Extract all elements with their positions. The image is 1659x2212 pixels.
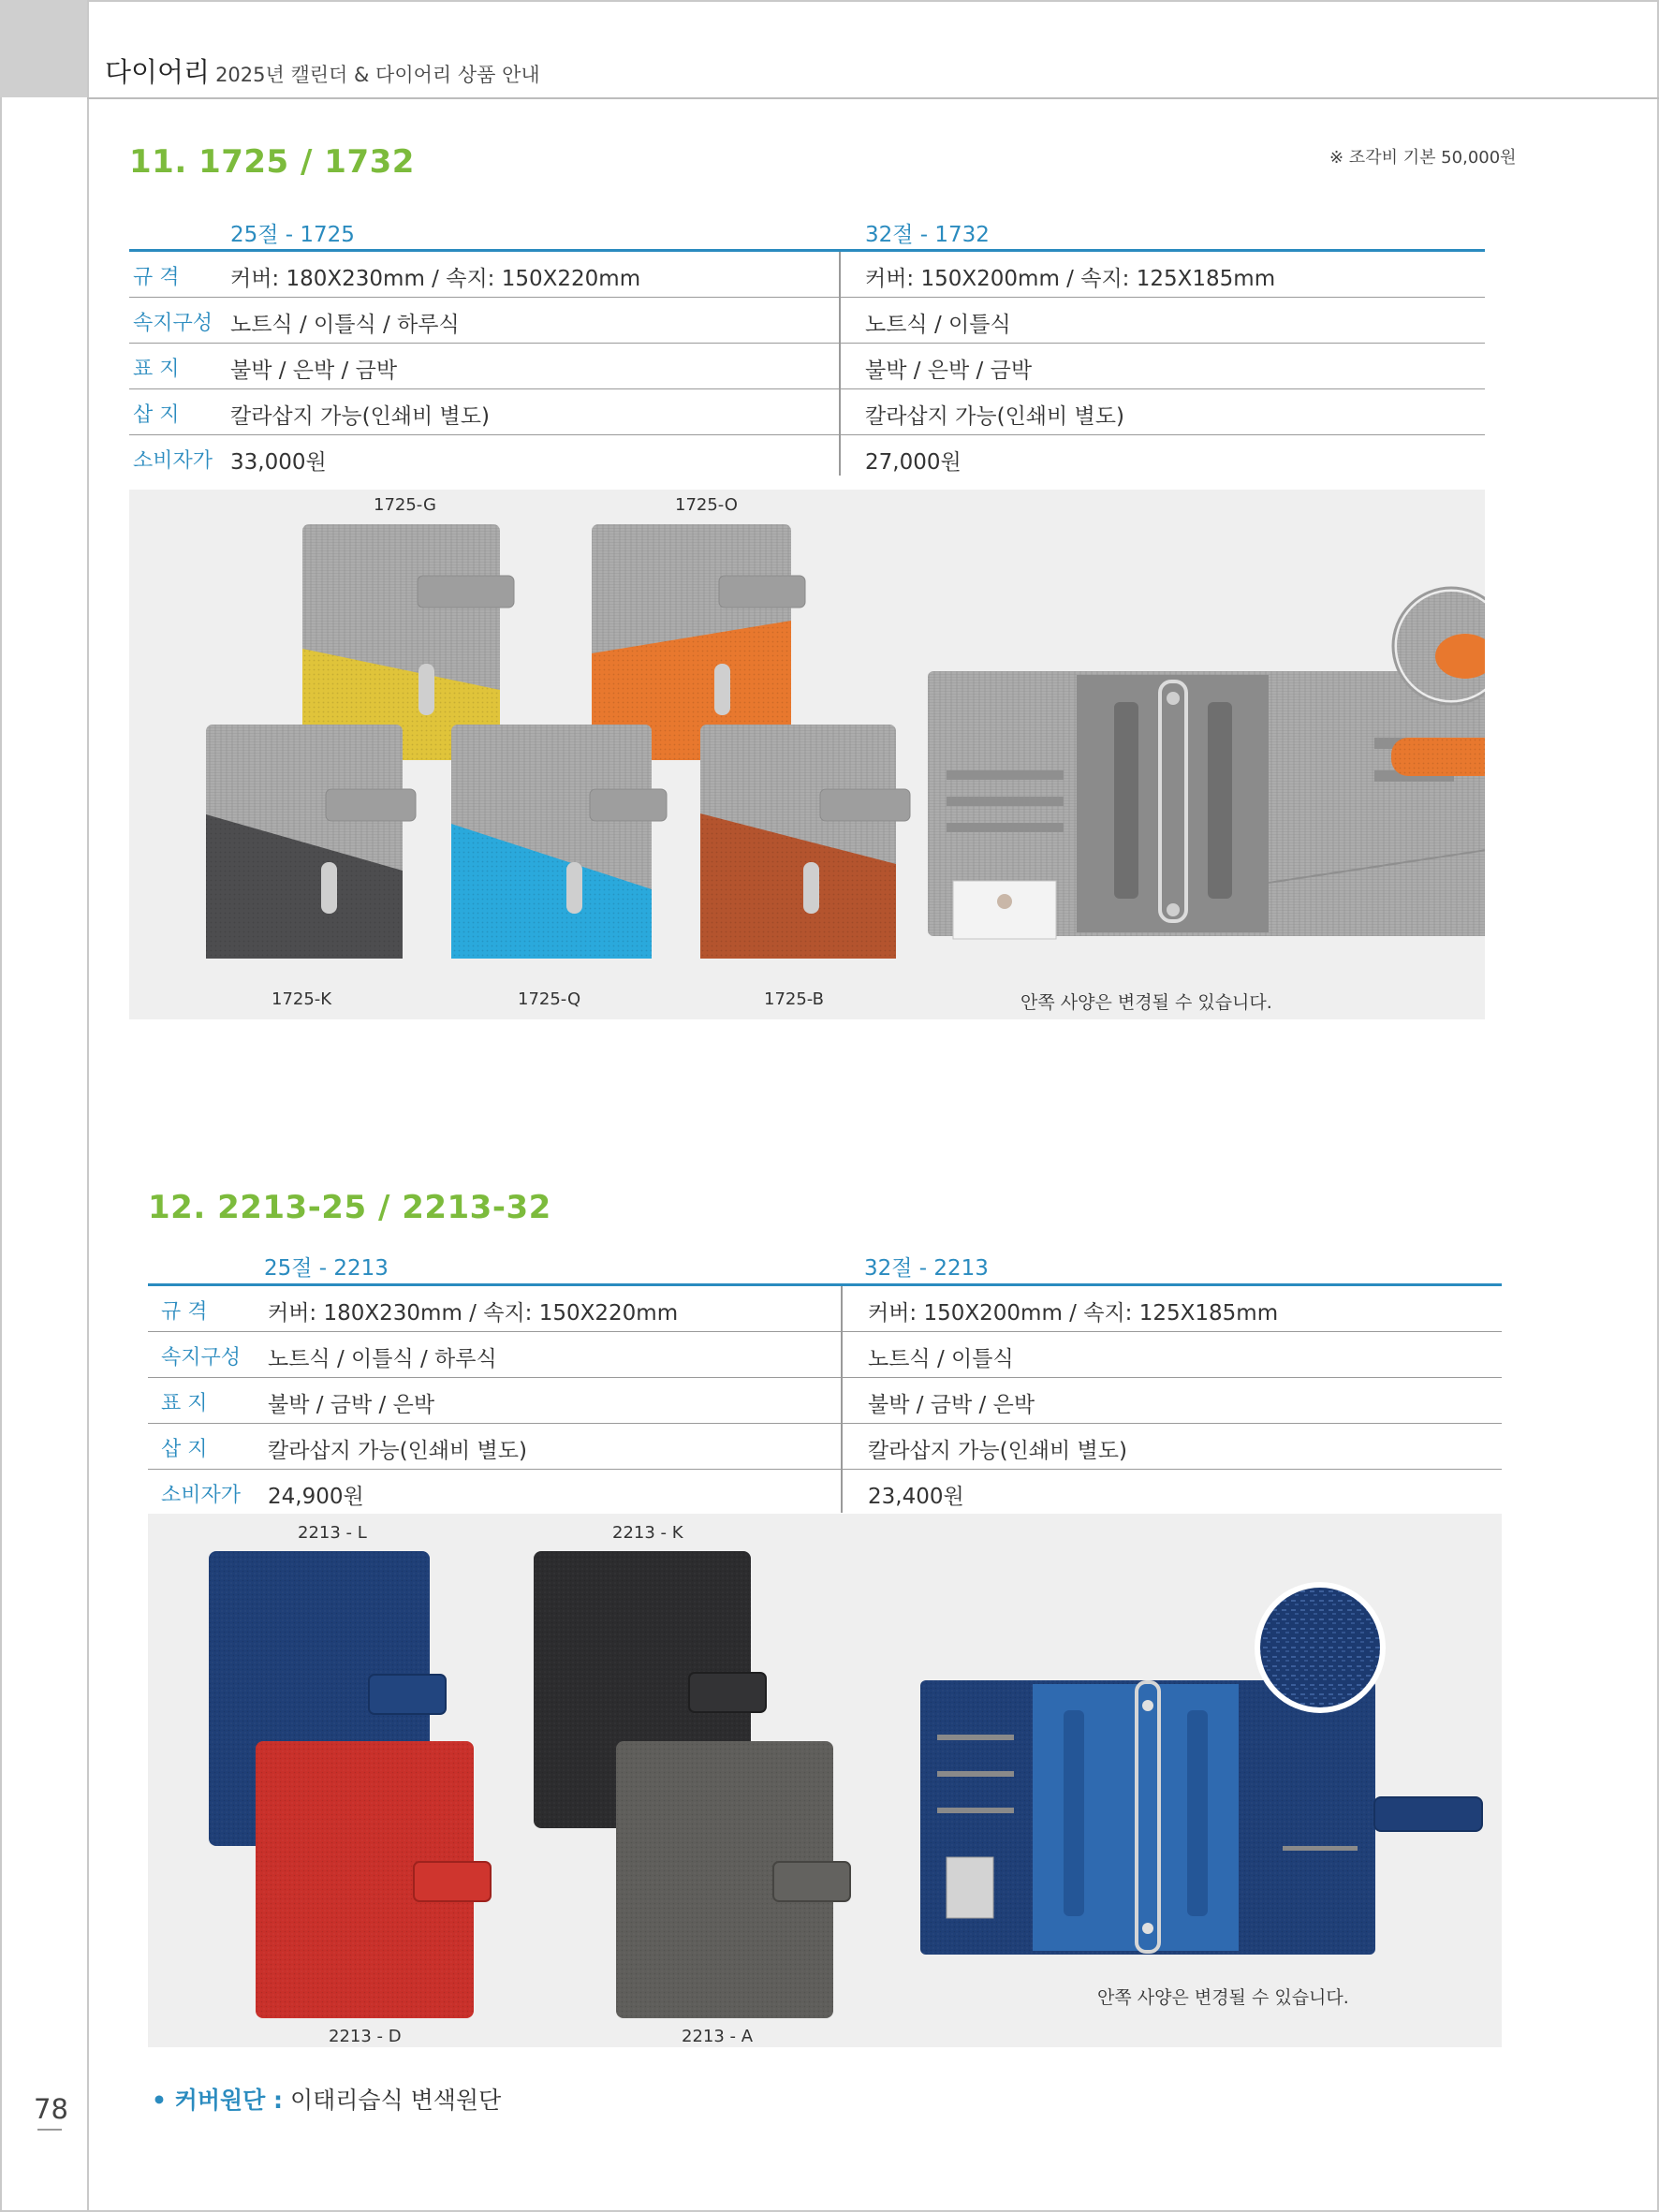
- page-header: [105, 51, 540, 90]
- spec-row: [148, 1378, 1502, 1424]
- diary-1725-B: [700, 725, 910, 959]
- cover-material-label: • 커버원단 :: [152, 2087, 283, 2114]
- caption-2213-L: 2213 - L: [298, 1523, 367, 1543]
- spec-label: 규 격: [133, 266, 180, 289]
- caption-1725-G: 1725-G: [374, 495, 436, 515]
- spec-row: [148, 1286, 1502, 1332]
- section2-products-illustration: [148, 1514, 1502, 2047]
- diary-2213-D: [256, 1741, 491, 2018]
- caption-2213-D: 2213 - D: [329, 2027, 402, 2046]
- diary-2213-open: [920, 1582, 1482, 1955]
- spec-label: 속지구성: [133, 312, 213, 335]
- spec-label: 규 격: [161, 1300, 208, 1324]
- spec-value: 24,900원: [268, 1485, 364, 1509]
- spec-value: 23,400원: [868, 1485, 964, 1509]
- spec-value: 칼라삽지 가능(인쇄비 별도): [268, 1439, 527, 1463]
- section1-product-photo: [129, 490, 1485, 1019]
- spec-col2-header: 32절 - 1732: [865, 223, 990, 247]
- header-tab: [0, 0, 87, 97]
- spec-row: [129, 344, 1485, 389]
- section2-title: 12. 2213-25 / 2213-32: [148, 1189, 551, 1226]
- diary-1725-open: [928, 588, 1485, 939]
- diary-2213-A: [616, 1741, 850, 2018]
- diary-1725-Q: [451, 725, 667, 959]
- caption-1725-K: 1725-K: [272, 989, 332, 1009]
- spec-value: 불박 / 금박 / 은박: [868, 1393, 1035, 1417]
- spec-label: 소비자가: [133, 449, 213, 473]
- section2-spec-table: [148, 1251, 1502, 1513]
- spec-col1-header: 25절 - 2213: [264, 1256, 389, 1281]
- section1-inner-note: 안쪽 사양은 변경될 수 있습니다.: [1020, 992, 1272, 1013]
- caption-1725-B: 1725-B: [764, 989, 825, 1009]
- header-divider: [87, 97, 1659, 99]
- spec-row: [129, 389, 1485, 435]
- caption-1725-Q: 1725-Q: [518, 989, 581, 1009]
- caption-1725-O: 1725-O: [675, 495, 738, 515]
- spec-value: 노트식 / 이틀식 / 하루식: [230, 313, 460, 337]
- spec-value: 칼라삽지 가능(인쇄비 별도): [230, 404, 490, 429]
- page-number-underline: [37, 2129, 62, 2131]
- spec-value: 불박 / 은박 / 금박: [865, 359, 1033, 383]
- cover-material-note: [152, 2082, 501, 2116]
- section1-spec-table: [129, 217, 1485, 476]
- spec-label: 속지구성: [161, 1346, 242, 1370]
- spec-value: 노트식 / 이틀식: [865, 313, 1011, 337]
- spec-row: [129, 252, 1485, 298]
- caption-2213-K: 2213 - K: [612, 1523, 683, 1543]
- spec-value: 커버: 180X230mm / 속지: 150X220mm: [230, 267, 641, 291]
- spec-row: [148, 1424, 1502, 1470]
- left-margin-line: [87, 0, 89, 2212]
- spec-value: 노트식 / 이틀식 / 하루식: [268, 1347, 497, 1371]
- spec-value: 커버: 180X230mm / 속지: 150X220mm: [268, 1301, 679, 1326]
- spec-row: [129, 298, 1485, 344]
- spec-row: [148, 1332, 1502, 1378]
- caption-2213-A: 2213 - A: [682, 2027, 754, 2046]
- spec-row: [148, 1470, 1502, 1515]
- section1-products-illustration: [129, 490, 1485, 1019]
- section2-inner-note: 안쪽 사양은 변경될 수 있습니다.: [1097, 1987, 1349, 2008]
- section1-title: 11. 1725 / 1732: [129, 143, 415, 181]
- spec-label: 소비자가: [161, 1484, 242, 1507]
- spec-value: 불박 / 금박 / 은박: [268, 1393, 435, 1417]
- spec-value: 33,000원: [230, 450, 327, 475]
- spec-col1-header: 25절 - 1725: [230, 223, 355, 247]
- spec-value: 노트식 / 이틀식: [868, 1347, 1014, 1371]
- header-subtitle: 2025년 캘린더 & 다이어리 상품 안내: [215, 64, 540, 86]
- spec-value: 불박 / 은박 / 금박: [230, 359, 398, 383]
- spec-row: [129, 435, 1485, 480]
- spec-label: 표 지: [161, 1392, 208, 1415]
- section2-product-photo: [148, 1514, 1502, 2047]
- spec-label: 삽 지: [161, 1438, 208, 1461]
- diary-1725-K: [206, 725, 416, 959]
- page-number: 78: [34, 2093, 68, 2125]
- spec-value: 커버: 150X200mm / 속지: 125X185mm: [868, 1301, 1279, 1326]
- spec-value: 칼라삽지 가능(인쇄비 별도): [868, 1439, 1127, 1463]
- section1-engraving-note: ※ 조각비 기본 50,000원: [1329, 148, 1517, 168]
- spec-value: 27,000원: [865, 450, 962, 475]
- spec-label: 삽 지: [133, 403, 180, 427]
- spec-label: 표 지: [133, 358, 180, 381]
- spec-value: 커버: 150X200mm / 속지: 125X185mm: [865, 267, 1276, 291]
- header-title: 다이어리: [105, 56, 211, 88]
- cover-material-value: 이태리습식 변색원단: [289, 2087, 502, 2114]
- spec-col2-header: 32절 - 2213: [864, 1256, 989, 1281]
- spec-value: 칼라삽지 가능(인쇄비 별도): [865, 404, 1124, 429]
